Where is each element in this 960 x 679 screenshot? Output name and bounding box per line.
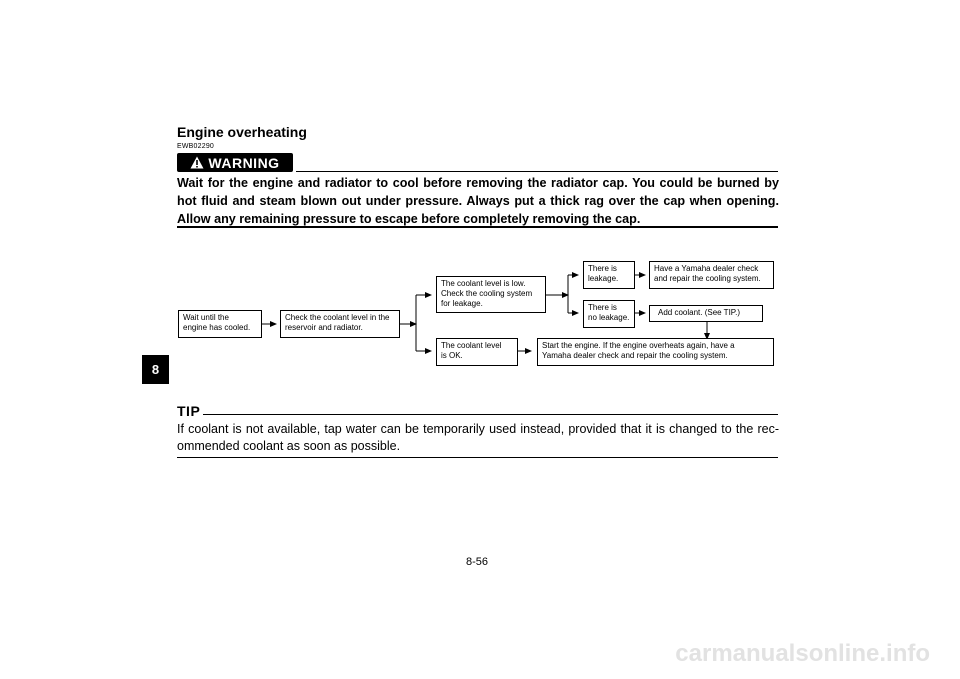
chapter-tab: 8 [142, 355, 169, 384]
arrow-9 [639, 310, 646, 316]
warning-code: EWB02290 [177, 143, 215, 150]
tip-top-rule [203, 414, 778, 415]
arrow-6 [572, 272, 579, 278]
arrow-1 [270, 321, 277, 327]
flow-box-ok: The coolant level is OK. [436, 338, 518, 366]
flow-box-start: Start the engine. If the engine overheats again, have a Yamaha dealer check and repair the cooling system. [537, 338, 774, 366]
watermark: carmanualsonline.info [675, 640, 930, 667]
flow-box-no-leak: There is no leakage. [583, 300, 635, 328]
flow-box-low: The coolant level is low. Check the cooling system for leakage. [436, 276, 546, 313]
arrow-8 [639, 272, 646, 278]
page-number: 8-56 [466, 556, 489, 568]
section-title: Engine overheating [177, 124, 307, 140]
arrow-7 [572, 310, 579, 316]
arrow-4 [425, 348, 432, 354]
flow-box-add: Add coolant. (See TIP.) [649, 305, 763, 322]
flow-box-dealer: Have a Yamaha dealer check and repair the cooling system. [649, 261, 774, 289]
tip-bottom-rule [177, 457, 778, 458]
flow-box-leak: There is leakage. [583, 261, 635, 289]
warning-text: Wait for the engine and radiator to cool before removing the radiator cap. You could be burned by hot fluid and steam blown out under pressure. Always put a thick rag over the cap when opening. Allow any remaining pressure to escape before completely removing the cap. [177, 176, 779, 226]
warning-label: WARNING [208, 154, 280, 171]
flow-box-wait: Wait until the engine has cooled. [178, 310, 262, 338]
tip-text: If coolant is not available, tap water can be temporarily used instead, provided that it is changed to the rec-ommended coolant as soon as possible. [177, 422, 779, 453]
arrow-3 [425, 292, 432, 298]
flow-box-check: Check the coolant level in the reservoir and radiator. [280, 310, 400, 338]
tip-label: TIP [177, 403, 201, 419]
arrow-10 [525, 348, 532, 354]
